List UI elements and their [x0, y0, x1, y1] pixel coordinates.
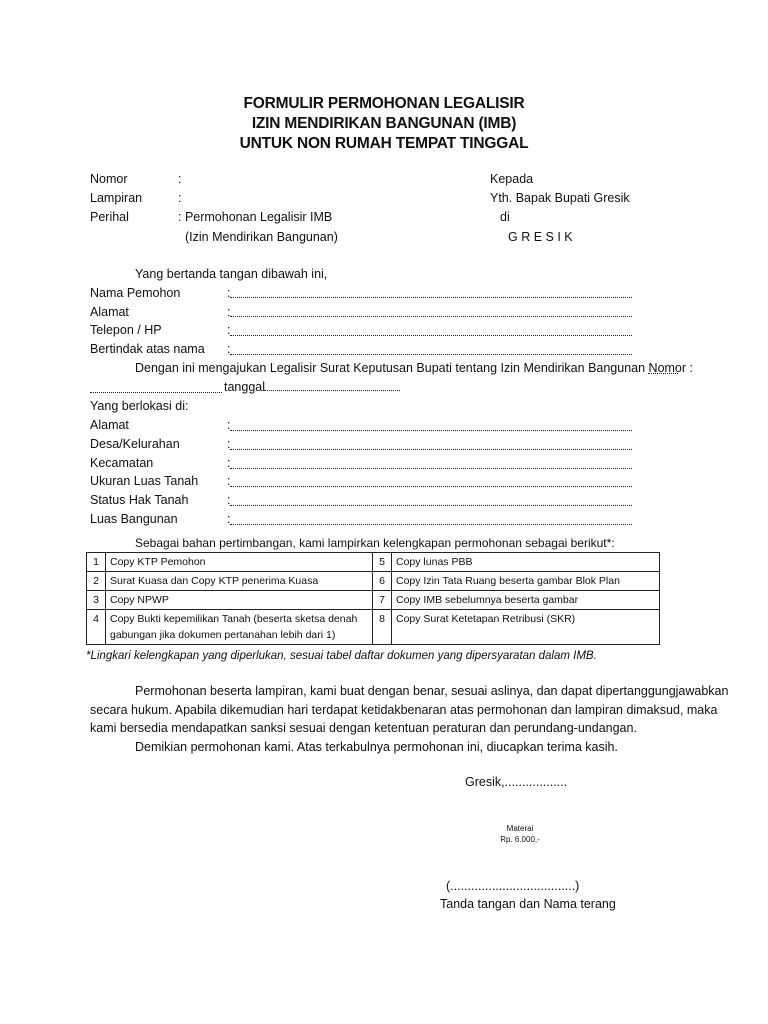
field-colon: :	[227, 437, 231, 451]
signature-name-field[interactable]: (....................................)	[446, 879, 580, 893]
field-colon: :	[227, 323, 231, 337]
nomor-imb-field-cont[interactable]	[90, 392, 222, 393]
field-label-lokasi-alamat: Alamat	[90, 418, 129, 432]
attachments-table	[86, 552, 660, 645]
field-label-kecamatan: Kecamatan	[90, 456, 154, 470]
location-intro: Yang berlokasi di:	[90, 399, 189, 413]
declaration-line3: kami bersedia mendapatkan sanksi sesuai dengan ketentuan peraturan dan perundang-undangan.	[90, 721, 637, 735]
field-colon: :	[227, 512, 231, 526]
kepada-label: Kepada	[490, 172, 534, 186]
table-row	[87, 591, 660, 610]
nomor-label: Nomor	[90, 172, 128, 186]
perihal-value-2: (Izin Mendirikan Bangunan)	[185, 230, 338, 244]
attachment-number[interactable]: 1	[87, 553, 106, 572]
telepon-field[interactable]	[230, 335, 632, 336]
bertindak-field[interactable]	[230, 354, 632, 355]
table-row	[87, 553, 660, 572]
perihal-label: Perihal	[90, 210, 129, 224]
declaration-line4: Demikian permohonan kami. Atas terkabulnya permohonan ini, diucapkan terima kasih.	[135, 740, 618, 754]
attachment-number[interactable]: 7	[373, 591, 392, 610]
nomor-colon: :	[178, 172, 182, 186]
addressee: Yth. Bapak Bupati Gresik	[490, 191, 630, 205]
field-colon: :	[227, 342, 231, 356]
attachment-item: Copy KTP Pemohon	[106, 553, 373, 572]
perihal-value: : Permohonan Legalisir IMB	[178, 210, 333, 224]
attachment-item: Copy NPWP	[106, 591, 373, 610]
signature-caption: Tanda tangan dan Nama terang	[440, 897, 616, 911]
attachment-item: Copy lunas PBB	[392, 553, 660, 572]
luas-bangunan-field[interactable]	[230, 524, 632, 525]
field-label-status-hak: Status Hak Tanah	[90, 493, 189, 507]
kecamatan-field[interactable]	[230, 468, 632, 469]
field-colon: :	[227, 418, 231, 432]
attachment-number[interactable]: 8	[373, 610, 392, 645]
alamat-field[interactable]	[230, 316, 632, 317]
lampiran-colon: :	[178, 191, 182, 205]
nomor-imb-field[interactable]	[648, 373, 678, 374]
field-label-luas-bangunan: Luas Bangunan	[90, 512, 178, 526]
attachment-number[interactable]: 2	[87, 572, 106, 591]
attachment-item: Copy Surat Ketetapan Retribusi (SKR)	[392, 610, 660, 645]
status-hak-field[interactable]	[230, 505, 632, 506]
attachment-item: Copy Bukti kepemilikan Tanah (beserta sketsa denah gabungan jika dokumen pertanahan lebih dari 1)	[106, 610, 373, 645]
luas-tanah-field[interactable]	[230, 486, 632, 487]
materai-label: Materai	[506, 824, 534, 833]
intro-text: Yang bertanda tangan dibawah ini,	[135, 267, 328, 281]
field-label-telepon: Telepon / HP	[90, 323, 162, 337]
materai-amount: Rp. 6.000,-	[500, 835, 540, 844]
field-label-luas-tanah: Ukuran Luas Tanah	[90, 474, 199, 488]
declaration-line2: secara hukum. Apabila dikemudian hari terdapat ketidakbenaran atas permohonan dan lampiran dimaksud, maka	[90, 703, 718, 717]
attachment-item: Copy IMB sebelumnya beserta gambar	[392, 591, 660, 610]
field-colon: :	[227, 493, 231, 507]
declaration-line1: Permohonan beserta lampiran, kami buat dengan benar, sesuai aslinya, dan dapat dipertanggungjawabkan	[135, 684, 729, 698]
attachment-intro: Sebagai bahan pertimbangan, kami lampirkan kelengkapan permohonan sebagai berikut*:	[135, 536, 615, 550]
attachment-item: Copy Izin Tata Ruang beserta gambar Blok Plan	[392, 572, 660, 591]
lokasi-alamat-field[interactable]	[230, 430, 632, 431]
table-row	[87, 572, 660, 591]
place-date[interactable]: Gresik,..................	[465, 775, 568, 789]
footnote: *Lingkari kelengkapan yang diperlukan, sesuai tabel daftar dokumen yang dipersyaratan dalam IMB.	[86, 650, 597, 662]
lampiran-label: Lampiran	[90, 191, 143, 205]
attachment-number[interactable]: 6	[373, 572, 392, 591]
di-label: di	[500, 210, 510, 224]
request-text: Dengan ini mengajukan Legalisir Surat Keputusan Bupati tentang Izin Mendirikan Bangunan Nomor :	[135, 361, 693, 375]
field-colon: :	[227, 286, 231, 300]
desa-field[interactable]	[230, 449, 632, 450]
field-colon: :	[227, 456, 231, 470]
table-row	[87, 610, 660, 645]
attachment-number[interactable]: 4	[87, 610, 106, 645]
field-label-desa: Desa/Kelurahan	[90, 437, 180, 451]
nama-pemohon-field[interactable]	[230, 297, 632, 298]
field-label-bertindak: Bertindak atas nama	[90, 342, 205, 356]
tanggal-field[interactable]	[264, 390, 400, 391]
form-title-line1: FORMULIR PERMOHONAN LEGALISIR	[243, 95, 525, 112]
attachment-number[interactable]: 5	[373, 553, 392, 572]
field-colon: :	[227, 305, 231, 319]
form-title-line2: IZIN MENDIRIKAN BANGUNAN (IMB)	[251, 115, 517, 132]
form-title-line3: UNTUK NON RUMAH TEMPAT TINGGAL	[239, 135, 529, 152]
city-name: G R E S I K	[508, 230, 573, 244]
attachment-number[interactable]: 3	[87, 591, 106, 610]
field-label-nama-pemohon: Nama Pemohon	[90, 286, 181, 300]
tanggal-label: tanggal	[224, 380, 266, 394]
field-label-alamat: Alamat	[90, 305, 129, 319]
field-colon: :	[227, 474, 231, 488]
attachment-item: Surat Kuasa dan Copy KTP penerima Kuasa	[106, 572, 373, 591]
